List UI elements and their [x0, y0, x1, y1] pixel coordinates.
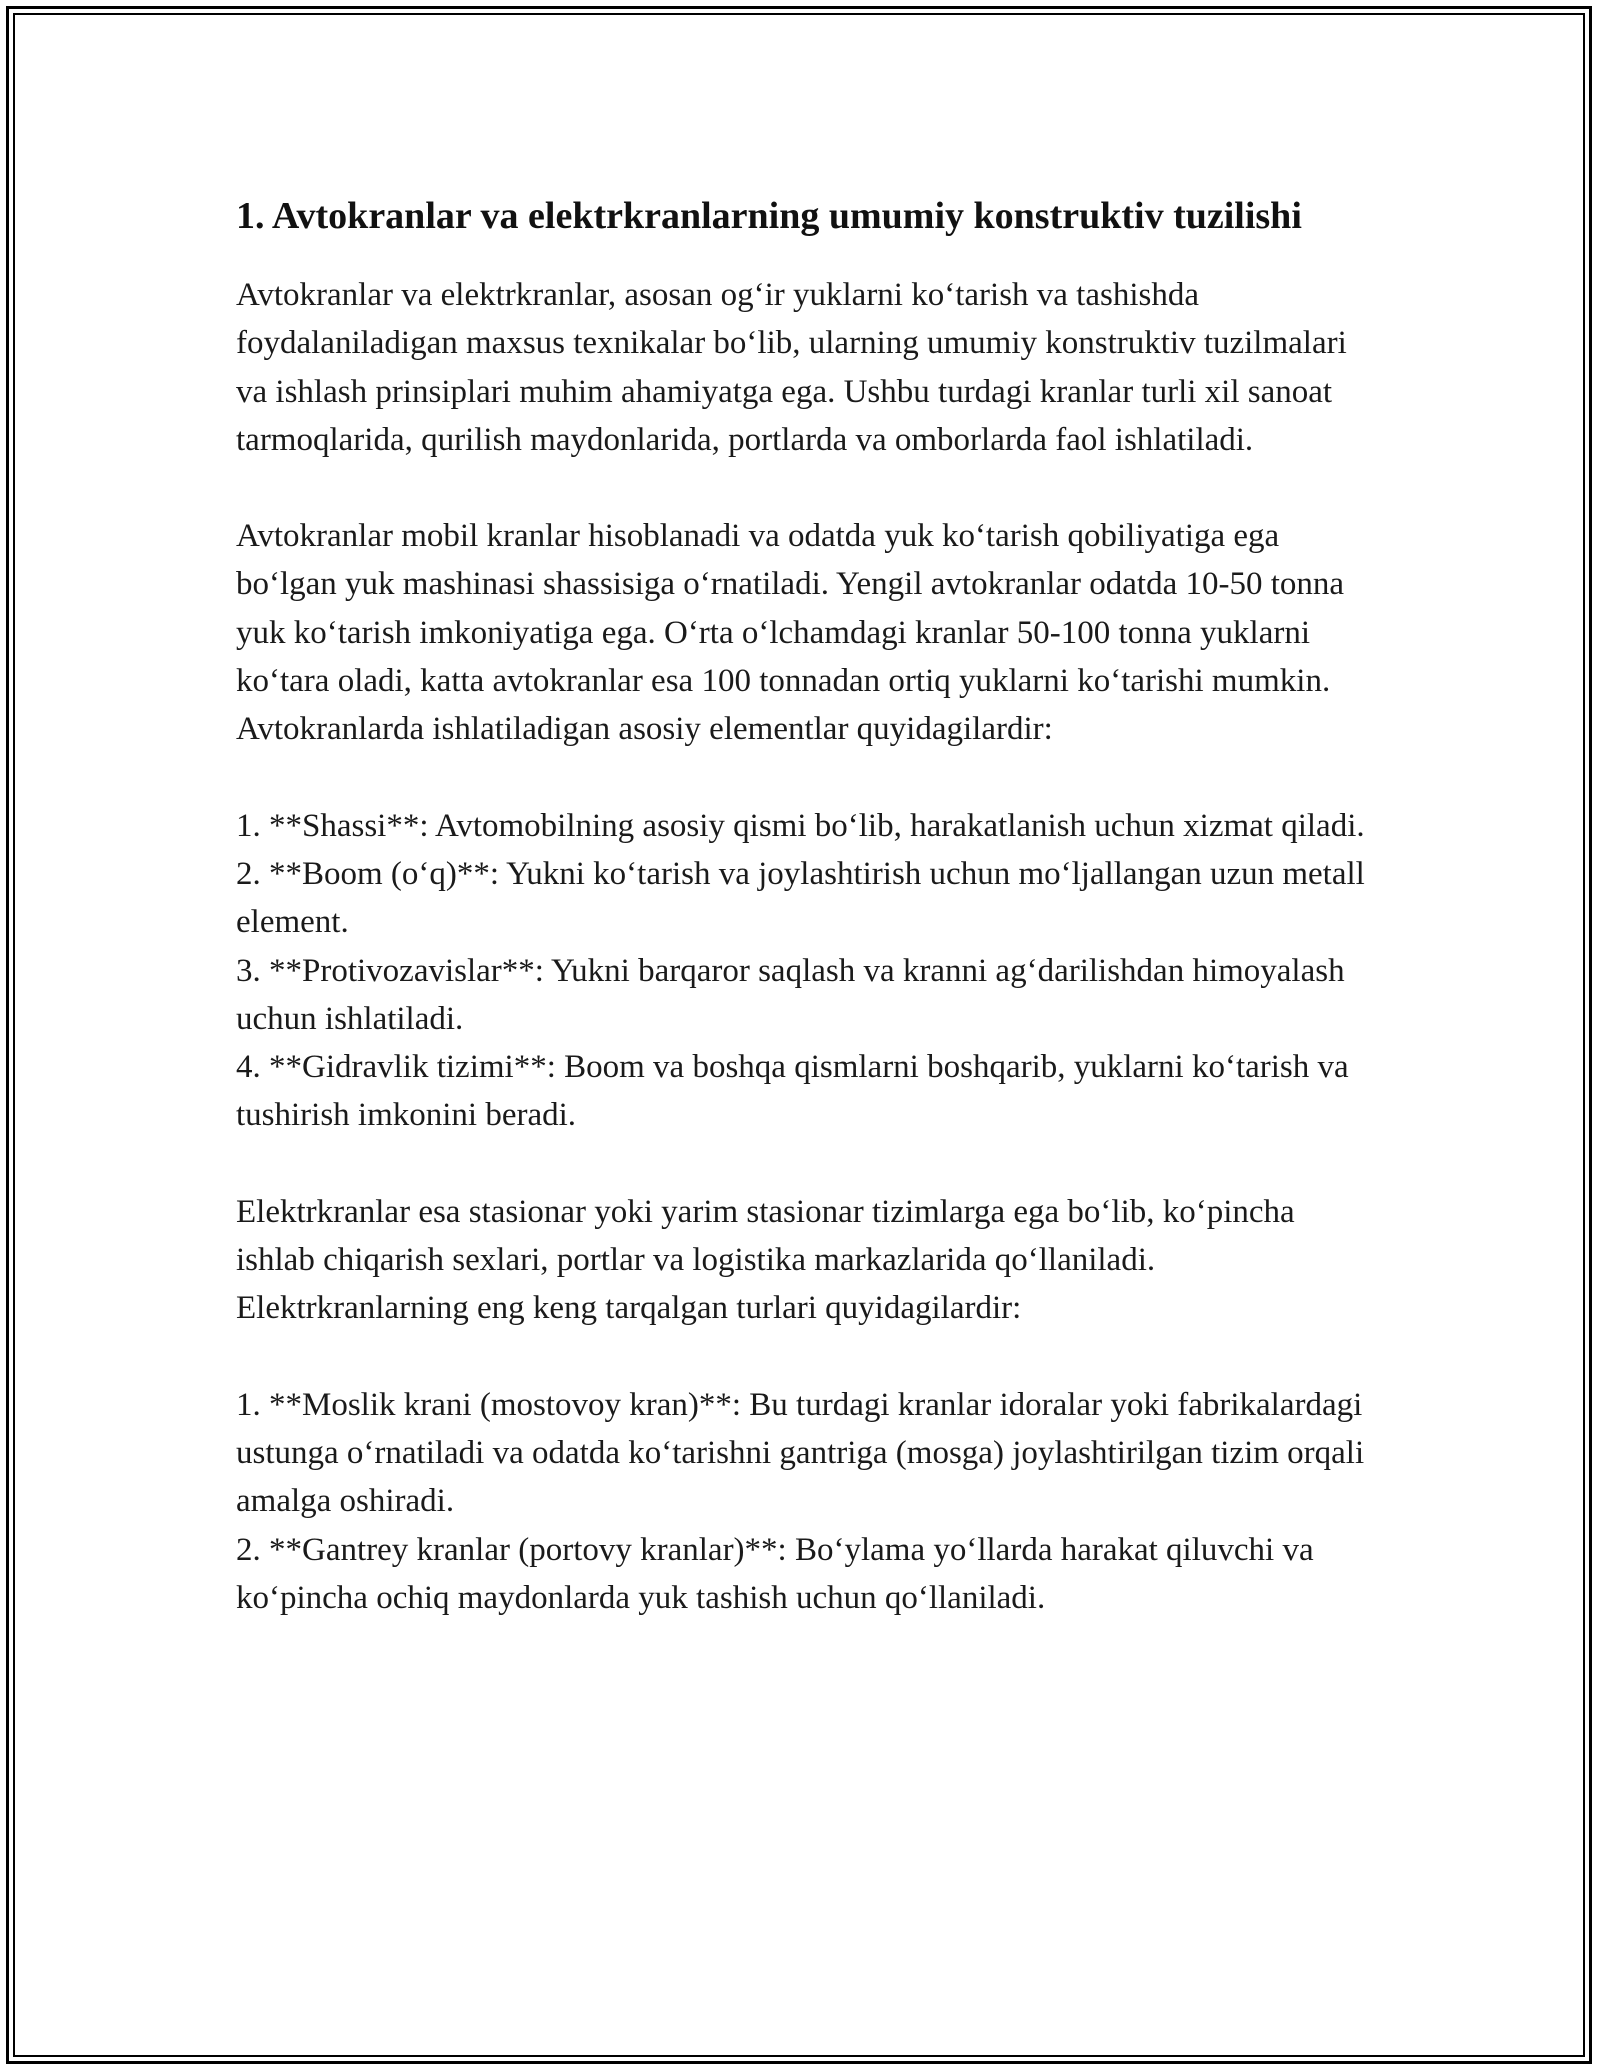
list-item: 2. **Boom (o‘q)**: Yukni ko‘tarish va joylashtirish uchun mo‘ljallangan uzun metall element.: [236, 855, 1365, 941]
document-body: [236, 182, 1366, 1670]
elektrkran-paragraph: Elektrkranlar esa stasionar yoki yarim stasionar tizimlarga ega bo‘lib, ko‘pincha ishlab chiqarish sexlari, portlar va logistika markazlarida qo‘llaniladi. Elektrkranlarning eng keng tarqalgan turlari quyidagilardir:: [236, 1193, 1295, 1327]
autokran-elements-list: [236, 802, 1366, 1140]
intro-paragraph: Avtokranlar va elektrkranlar, asosan og‘ir yuklarni ko‘tarish va tashishda foydalaniladigan maxsus texnikalar bo‘lib, ularning umumiy konstruktiv tuzilmalari va ishlash prinsiplari muhim ahamiyatga ega. Ushbu turdagi kranlar turli xil sanoat tarmoqlarida, qurilish maydonlarida, portlarda va omborlarda faol ishlatiladi.: [236, 277, 1347, 458]
list-item: 2. **Gantrey kranlar (portovy kranlar)**: Bo‘ylama yo‘llarda harakat qiluvchi va ko‘pincha ochiq maydonlarda yuk tashish uchun qo‘llaniladi.: [236, 1531, 1314, 1616]
list-item: 4. **Gidravlik tizimi**: Boom va boshqa qismlarni boshqarib, yuklarni ko‘tarish va tushirish imkonini beradi.: [236, 1049, 1349, 1134]
autokran-paragraph: Avtokranlar mobil kranlar hisoblanadi va odatda yuk ko‘tarish qobiliyatiga ega bo‘lgan yuk mashinasi shassisiga o‘rnatiladi. Yengil avtokranlar odatda 10-50 tonna yuk ko‘tarish imkoniyatiga ega. O‘rta o‘lchamdagi kranlar 50-100 tonna yuklarni ko‘tara oladi, katta avtokranlar esa 100 tonnadan ortiq yuklarni ko‘tarishi mumkin. Avtokranlarda ishlatiladigan asosiy elementlar quyidagilardir:: [236, 518, 1345, 748]
section-heading: 1. Avtokranlar va elektrkranlarning umumiy konstruktiv tuzilishi: [236, 195, 1302, 237]
list-item: 1. **Shassi**: Avtomobilning asosiy qismi bo‘lib, harakatlanish uchun xizmat qiladi.: [236, 807, 1365, 844]
list-item: 1. **Moslik krani (mostovoy kran)**: Bu turdagi kranlar idoralar yoki fabrikalardagi ustunga o‘rnatiladi va odatda ko‘tarishni gantriga (mosga) joylashtirilgan tizim orqali amalga oshiradi.: [236, 1386, 1365, 1520]
elektrkran-types-list: [236, 1381, 1366, 1622]
list-item: 3. **Protivozavislar**: Yukni barqaror saqlash va kranni ag‘darilishdan himoyalash uchun ishlatiladi.: [236, 952, 1345, 1037]
